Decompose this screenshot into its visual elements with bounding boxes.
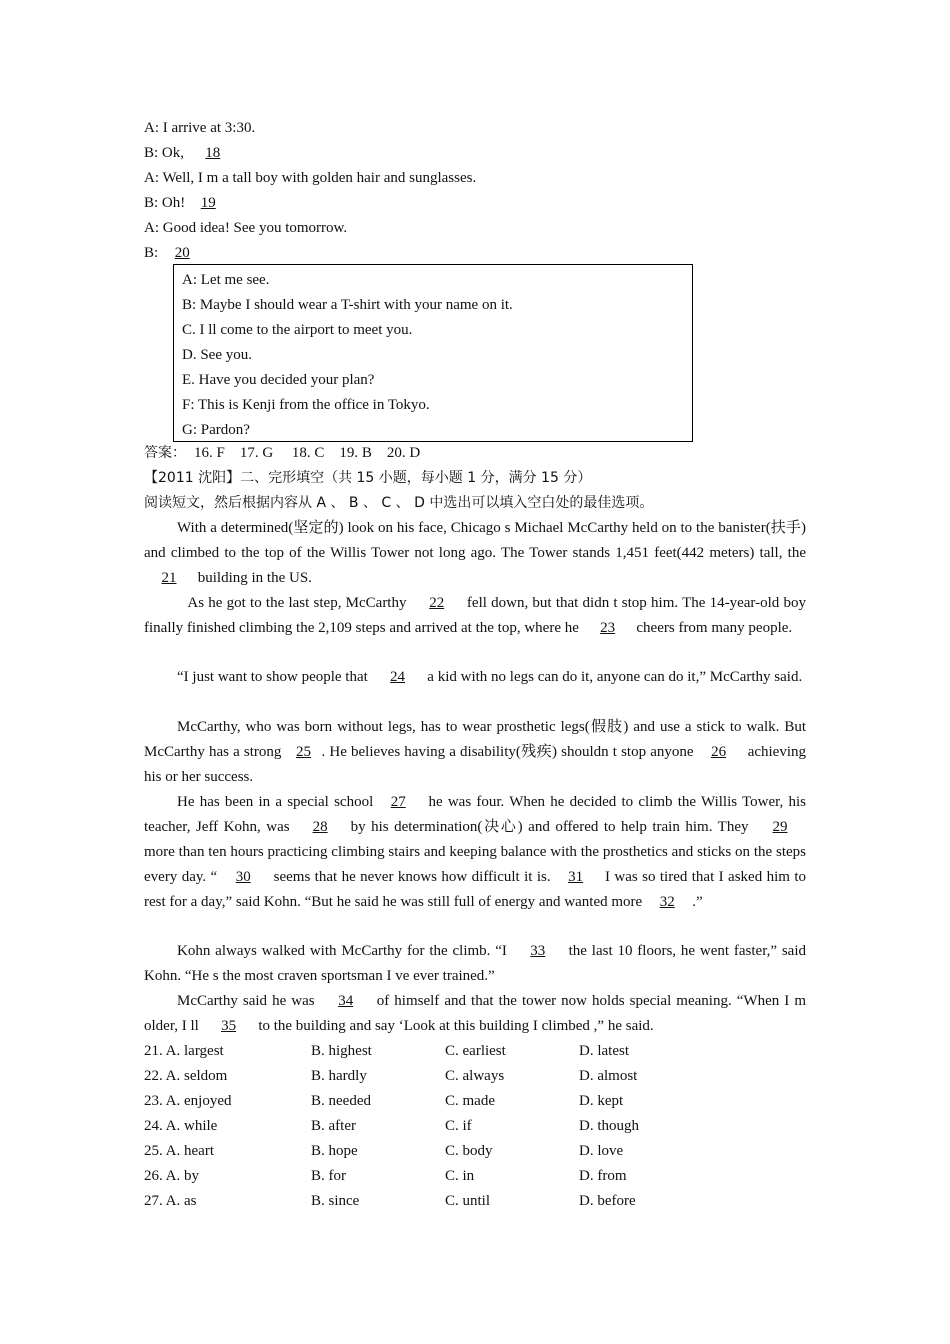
answer-values: 16. F 17. G 18. C 19. B 20. D	[194, 445, 421, 461]
passage-paragraph-4	[144, 715, 806, 790]
dialogue-line	[144, 218, 347, 238]
option-c: C. I ll come to the airport to meet you.	[182, 322, 413, 338]
blank-30: 30	[235, 868, 251, 885]
passage-paragraph-5	[144, 790, 806, 915]
blank-22: 22	[429, 595, 445, 611]
text-segment: Kohn always walked with McCarthy for the climb. “I	[177, 943, 512, 959]
passage-paragraph-6	[144, 939, 806, 989]
text-segment: McCarthy, who was born without legs, has to wear prosthetic legs(假肢) and use a stick to walk. But McCarthy has a strong	[144, 719, 806, 760]
text-segment: cheers from many people.	[632, 619, 793, 636]
blank-33: 33	[530, 943, 546, 959]
text-segment: B. hardly	[311, 1068, 367, 1084]
text-segment: C. in	[445, 1168, 475, 1184]
text-segment: B. since	[311, 1193, 360, 1209]
blank-18: 18	[205, 145, 221, 161]
option-g: G: Pardon?	[182, 422, 250, 438]
text-segment: 23. A. enjoyed	[144, 1093, 232, 1109]
dialogue-line	[144, 118, 255, 138]
text-segment: He has been in a special school	[177, 794, 374, 810]
passage-paragraph-2	[144, 591, 806, 641]
answer-line	[144, 443, 420, 463]
text-segment: 21. A. largest	[144, 1043, 224, 1059]
text-segment: C. earliest	[445, 1043, 506, 1059]
option-b: B: Maybe I should wear a T-shirt with your name on it.	[182, 297, 513, 313]
blank-19: 19	[200, 195, 216, 211]
choice-row-21	[144, 1041, 806, 1063]
dialogue-text: B: Oh!	[144, 195, 186, 211]
text-segment: building in the US.	[194, 569, 312, 586]
answer-label: 答案：	[144, 445, 186, 461]
dialogue-text: A: I arrive at 3:30.	[144, 120, 256, 136]
text-segment: I was so tired that I asked him to rest for a day,” said Kohn. “But he said he was still full of energy and wanted more	[144, 868, 806, 910]
section-heading: 【2011 沈阳】二、完形填空（共 15 小题，每小题 1 分，满分 15 分）	[144, 470, 592, 486]
blank-26: 26	[711, 743, 727, 760]
instruction-text: 阅读短文，然后根据内容从 A 、 B 、 C 、 D 中选出可以填入空白处的最佳选项。	[144, 495, 654, 511]
text-segment: C. body	[445, 1143, 493, 1159]
choice-row-23	[144, 1091, 806, 1113]
text-segment: he was four. When he decided to climb the Willis Tower, his teacher, Jeff Kohn, was	[144, 794, 806, 835]
blank-35: 35	[221, 1017, 237, 1034]
text-segment: D. love	[579, 1143, 624, 1159]
option-f: F: This is Kenji from the office in Tokyo.	[182, 397, 430, 413]
text-segment: . He believes having a disability(残疾) shouldn t stop anyone	[321, 743, 694, 760]
passage-paragraph-7	[144, 989, 806, 1039]
text-segment: C. made	[445, 1093, 495, 1109]
dialogue-line	[144, 193, 231, 213]
text-segment: B. highest	[311, 1043, 372, 1059]
blank-20: 20	[174, 245, 190, 261]
text-segment: D. kept	[579, 1093, 624, 1109]
blank-27: 27	[390, 794, 406, 810]
text-segment: a kid with no legs can do it, anyone can do it,” McCarthy said.	[423, 669, 803, 685]
blank-29: 29	[772, 818, 788, 835]
text-segment: McCarthy said he was	[177, 993, 320, 1009]
text-segment: .”	[692, 893, 703, 910]
blank-32: 32	[659, 893, 675, 910]
blank-24: 24	[390, 669, 406, 685]
text-segment: fell down, but that didn t stop him. The 14-year-old boy finally finished climbing the 2,109 steps and arrived at the top, where he	[144, 595, 806, 636]
text-segment: the last 10 floors, he went faster,” said Kohn. “He s the most craven sportsman I ve ever trained.”	[144, 943, 807, 984]
text-segment: 24. A. while	[144, 1118, 218, 1134]
blank-21: 21	[161, 569, 177, 586]
text-segment: 25. A. heart	[144, 1143, 214, 1159]
blank-23: 23	[600, 619, 616, 636]
text-segment: D. from	[579, 1168, 627, 1184]
dialogue-text: B:	[144, 245, 159, 261]
dialogue-line	[144, 143, 238, 163]
blank-31: 31	[568, 868, 584, 885]
text-segment: 26. A. by	[144, 1168, 200, 1184]
text-segment: B. hope	[311, 1143, 358, 1159]
text-segment: D. though	[579, 1118, 639, 1134]
text-segment: With a determined(坚定的) look on his face, Chicago s Michael McCarthy held on to the banister(扶手) and climbed to the top of the Willis Tower not long ago. The Tower stands 1,451 feet(442 meters) tall, the	[144, 520, 806, 561]
text-segment: achieving his or her success.	[144, 743, 807, 785]
text-segment: D. before	[579, 1193, 636, 1209]
text-segment: C. always	[445, 1068, 505, 1084]
passage-paragraph-3	[144, 665, 806, 690]
options-box	[173, 264, 693, 442]
text-segment: B. needed	[311, 1093, 371, 1109]
dialogue-line	[144, 168, 476, 188]
text-segment: B. after	[311, 1118, 356, 1134]
text-segment: “I just want to show people that	[177, 669, 372, 685]
blank-25: 25	[296, 743, 312, 760]
text-segment: C. if	[445, 1118, 472, 1134]
choice-row-24	[144, 1116, 806, 1138]
text-segment: more than ten hours practicing climbing stairs and keeping balance with the prosthetics and sticks on the steps every day. “	[144, 843, 806, 885]
text-segment: C. until	[445, 1193, 491, 1209]
text-segment: to the building and say ‘Look at this building I climbed ,” he said.	[254, 1017, 654, 1034]
text-segment: by his determination(决心) and offered to help train him. They	[345, 818, 754, 835]
choice-row-22	[144, 1066, 806, 1088]
text-segment: of himself and that the tower now holds special meaning. “When I m older, I ll	[144, 993, 807, 1034]
dialogue-text: A: Well, I m a tall boy with golden hair and sunglasses.	[144, 170, 477, 186]
dialogue-text: A: Good idea! See you tomorrow.	[144, 220, 348, 236]
text-segment: As he got to the last step, McCarthy	[184, 595, 411, 611]
option-e: E. Have you decided your plan?	[182, 372, 375, 388]
choice-row-26	[144, 1166, 806, 1188]
option-a: A: Let me see.	[182, 272, 270, 288]
text-segment: 22. A. seldom	[144, 1068, 228, 1084]
dialogue-line	[144, 243, 206, 263]
choice-row-27	[144, 1191, 806, 1213]
text-segment: D. latest	[579, 1043, 629, 1059]
text-segment: seems that he never knows how difficult it is.	[269, 868, 551, 885]
text-segment: 27. A. as	[144, 1193, 197, 1209]
dialogue-text: B: Ok,	[144, 145, 188, 161]
blank-28: 28	[312, 818, 328, 835]
option-d: D. See you.	[182, 347, 252, 363]
passage-paragraph-1	[144, 516, 806, 591]
blank-34: 34	[338, 993, 354, 1009]
text-segment: B. for	[311, 1168, 346, 1184]
choice-row-25	[144, 1141, 806, 1163]
text-segment: D. almost	[579, 1068, 638, 1084]
